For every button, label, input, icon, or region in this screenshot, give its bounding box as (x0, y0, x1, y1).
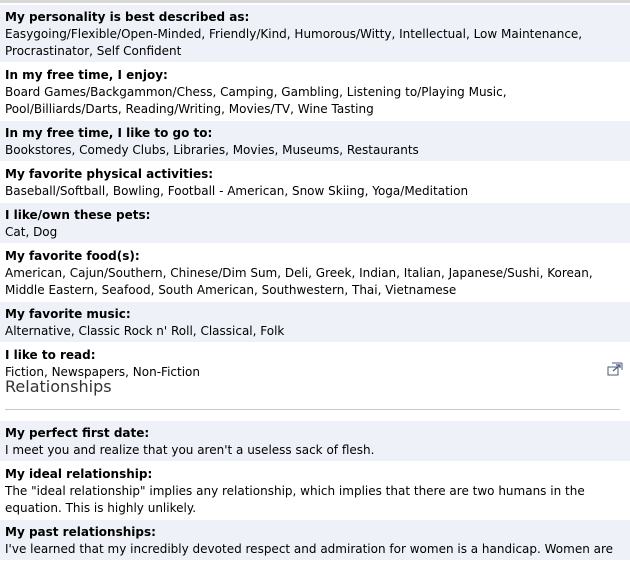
question-label: My favorite food(s): (5, 249, 140, 263)
list-item (0, 162, 630, 203)
section-divider (5, 409, 620, 410)
list-item (0, 5, 630, 63)
answer-text: The "ideal relationship" implies any relationship, which implies that there are two humans in the equation. This is highly unlikely. (5, 484, 585, 515)
relationships-list (0, 421, 630, 561)
question-label: My personality is best described as: (5, 10, 250, 24)
question-label: In my free time, I enjoy: (5, 68, 168, 82)
answer-text: Baseball/Softball, Bowling, Football - American, Snow Skiing, Yoga/Meditation (5, 184, 469, 198)
answer-text: American, Cajun/Southern, Chinese/Dim Sum, Deli, Greek, Indian, Italian, Japanese/Sushi, Korean, Middle Eastern, Seafood, South American, Southwestern, Thai, Vietnamese (5, 266, 593, 297)
list-item (0, 63, 630, 121)
answer-text: Fiction, Newspapers, Non-Fiction (5, 365, 200, 379)
list-item (0, 121, 630, 162)
question-label: In my free time, I like to go to: (5, 126, 213, 140)
list-item (0, 302, 630, 343)
answer-text: Alternative, Classic Rock n' Roll, Classical, Folk (5, 324, 285, 338)
profile-details-list (0, 5, 630, 384)
top-border (0, 0, 630, 3)
list-item (0, 244, 630, 302)
answer-text: Cat, Dog (5, 225, 58, 239)
list-item (0, 421, 630, 462)
question-label: My past relationships: (5, 525, 156, 539)
relationships-heading: Relationships (5, 377, 112, 396)
list-item (0, 462, 630, 520)
question-label: My favorite music: (5, 307, 131, 321)
answer-text: I've learned that my incredibly devoted respect and admiration for women is a handicap. Women are (5, 542, 614, 556)
question-label: My favorite physical activities: (5, 167, 214, 181)
question-label: My ideal relationship: (5, 467, 153, 481)
question-label: I like/own these pets: (5, 208, 151, 222)
answer-text: Bookstores, Comedy Clubs, Libraries, Movies, Museums, Restaurants (5, 143, 419, 157)
answer-text: I meet you and realize that you aren't a useless sack of flesh. (5, 443, 375, 457)
list-item (0, 520, 630, 561)
answer-text: Easygoing/Flexible/Open-Minded, Friendly/Kind, Humorous/Witty, Intellectual, Low Maintenance, Procrastinator, Self Confident (5, 27, 583, 58)
question-label: My perfect first date: (5, 426, 150, 440)
list-item (0, 203, 630, 244)
question-label: I like to read: (5, 348, 96, 362)
answer-text: Board Games/Backgammon/Chess, Camping, Gambling, Listening to/Playing Music, Pool/Billiards/Darts, Reading/Writing, Movies/TV, Wine Tasting (5, 85, 507, 116)
popout-icon[interactable] (607, 362, 623, 376)
